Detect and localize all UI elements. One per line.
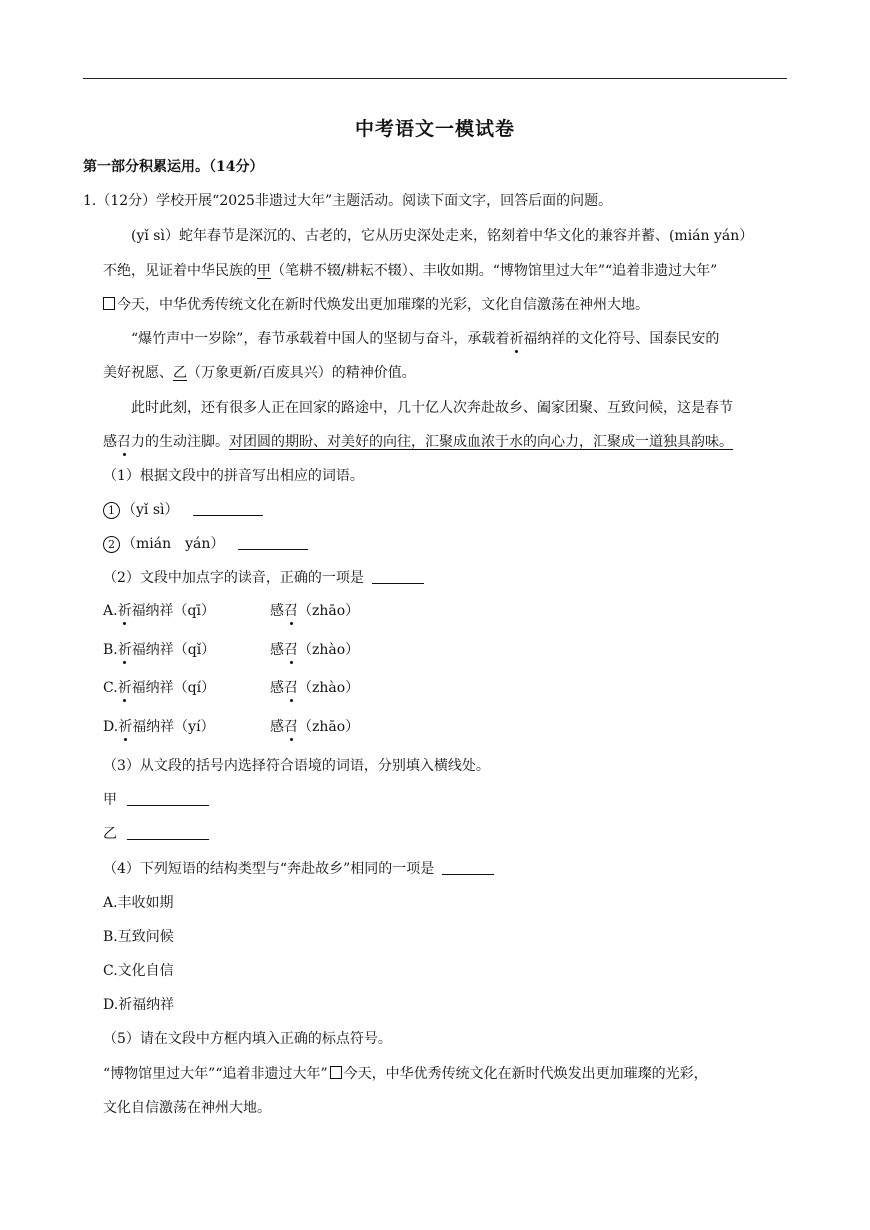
option-d[interactable] (103, 717, 503, 737)
option-c[interactable]: C.文化自信 (103, 963, 174, 979)
circled-number-2: 2 (103, 536, 120, 553)
passage-line (131, 329, 719, 349)
passage-line (103, 432, 733, 452)
quoted-text: 今天，中华优秀传统文化在新时代焕发出更加璀璨的光彩， (343, 1066, 708, 1082)
option-text: （zhào） (298, 642, 360, 658)
pinyin: （yǐ sì） (122, 502, 179, 518)
option-text: 感 (270, 680, 284, 696)
passage-text: 福纳祥的文化符号、国泰民安的 (523, 331, 720, 347)
passage-text: 不绝，见证着中华民族的 (103, 263, 257, 279)
dotted-char: 召 (284, 642, 298, 658)
passage-line: 此时此刻，还有很多人正在回家的路途中，几十亿人次奔赴故乡、阖家团聚、互致问候，这是春节 (131, 400, 733, 416)
sub-1-item-2 (103, 534, 308, 554)
option-right (270, 640, 359, 660)
passage-text: 今天，中华优秀传统文化在新时代焕发出更加璀璨的光彩，文化自信激荡在神州大地。 (117, 297, 649, 313)
label-jia: 甲 (103, 792, 117, 808)
question-1-stem: 1.（12分）学校开展“2025非遗过大年”主题活动。阅读下面文字，回答后面的问题。 (83, 193, 613, 209)
passage-text: （笔耕不辍/耕耘不辍）、丰收如期。“博物馆里过大年”“追着非遗过大年” (271, 263, 718, 279)
dotted-char-qi: 祈 (509, 331, 524, 347)
option-a[interactable] (103, 601, 503, 621)
passage-line (103, 295, 649, 315)
dotted-char-zhao: 召 (117, 434, 131, 450)
sub-question-5-stem: （5）请在文段中方框内填入正确的标点符号。 (103, 1031, 392, 1047)
answer-blank[interactable] (127, 791, 209, 806)
passage-text: “爆竹声中一岁除”，春节承载着中国人的坚韧与奋斗，承载着 (131, 331, 510, 347)
passage-line: (yǐ sì）蛇年春节是深沉的、古老的，它从历史深处走来，铭刻着中华文化的兼容并蓄、(mián yán） (131, 228, 754, 244)
option-text: 福纳祥（qí） (131, 680, 216, 696)
dotted-char: 召 (284, 680, 298, 696)
passage-line (103, 363, 416, 383)
label-yi: 乙 (103, 826, 117, 842)
punctuation-box (103, 297, 115, 310)
option-text: （zhāo） (298, 603, 360, 619)
option-b[interactable] (103, 640, 503, 660)
option-text: 福纳祥（yí） (132, 719, 215, 735)
page-title: 中考语文一模试卷 (354, 118, 515, 140)
option-text: 感 (270, 719, 284, 735)
fill-jia (103, 790, 209, 810)
underlined-sentence: 对团圆的期盼、对美好的向往，汇聚成血浓于水的向心力，汇聚成一道独具韵味。 (229, 434, 733, 450)
answer-blank[interactable] (193, 501, 263, 516)
passage-line (103, 261, 717, 281)
fill-yi (103, 824, 209, 844)
option-text: （zhāo） (298, 719, 360, 735)
passage-text: （万象更新/百废具兴）的精神价值。 (187, 365, 416, 381)
option-text: 福纳祥（qǐ） (131, 642, 216, 658)
option-text: 感 (270, 642, 284, 658)
answer-blank[interactable] (442, 860, 494, 875)
option-letter: A. (103, 603, 118, 619)
answer-blank[interactable] (127, 825, 209, 840)
answer-blank[interactable] (372, 569, 424, 584)
passage-text: 力的生动注脚。 (131, 434, 229, 450)
section-heading: 第一部分积累运用。（14分） (83, 159, 264, 175)
pinyin: （mián yán） (122, 536, 225, 552)
circled-number-1: 1 (103, 502, 120, 519)
option-b[interactable]: B.互致问候 (103, 929, 174, 945)
dotted-char: 祈 (117, 642, 132, 658)
quoted-line (103, 1064, 708, 1084)
option-right (270, 717, 359, 737)
dotted-char: 祈 (117, 603, 132, 619)
option-c[interactable] (103, 678, 503, 698)
option-d[interactable]: D.祈福纳祥 (103, 997, 175, 1013)
quoted-line: 文化自信激荡在神州大地。 (103, 1100, 271, 1116)
dotted-char: 召 (284, 603, 298, 619)
option-right (270, 601, 359, 621)
sub-1-item-1 (103, 500, 263, 520)
dotted-char: 祈 (118, 719, 133, 735)
answer-blank[interactable] (238, 535, 308, 550)
option-a[interactable]: A.丰收如期 (103, 895, 174, 911)
option-letter: B. (103, 642, 118, 658)
header-rule (83, 78, 787, 79)
option-text: 感 (270, 603, 284, 619)
option-letter: C. (103, 680, 118, 696)
dotted-char: 召 (284, 719, 298, 735)
stem-text: （2）文段中加点字的读音，正确的一项是 (103, 570, 364, 586)
dotted-char: 祈 (117, 680, 132, 696)
stem-text: （4）下列短语的结构类型与“奔赴故乡”相同的一项是 (103, 861, 435, 877)
sub-question-4-stem (103, 859, 494, 879)
blank-yi: 乙 (173, 365, 187, 381)
sub-question-3-stem: （3）从文段的括号内选择符合语境的词语，分别填入横线处。 (103, 758, 490, 774)
passage-text: 美好祝愿、 (103, 365, 173, 381)
option-letter: D. (103, 719, 119, 735)
blank-jia: 甲 (257, 263, 271, 279)
sub-question-1-stem: （1）根据文段中的拼音写出相应的词语。 (103, 468, 364, 484)
punctuation-box[interactable] (330, 1066, 342, 1079)
passage-text: 感 (103, 434, 117, 450)
option-right (270, 678, 359, 698)
sub-question-2-stem (103, 568, 424, 588)
option-text: （zhào） (298, 680, 360, 696)
option-text: 福纳祥（qī） (131, 603, 216, 619)
quoted-text: “博物馆里过大年”“追着非遗过大年” (103, 1066, 328, 1082)
